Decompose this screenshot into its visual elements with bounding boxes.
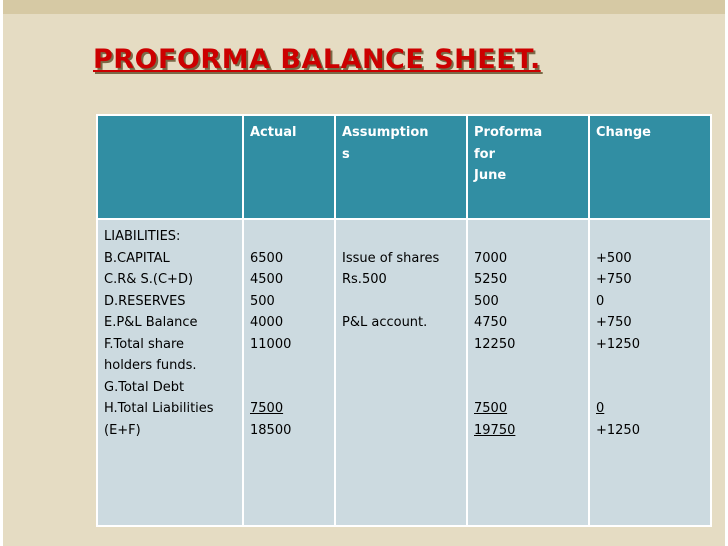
- header-assumptions: [335, 115, 467, 219]
- actual-cell: 18500: [250, 422, 292, 438]
- change-cell: +1250: [596, 422, 640, 438]
- label-cell: H.Total Liabilities: [104, 401, 214, 416]
- change-cell: +750: [596, 272, 632, 287]
- change-cell: +750: [596, 315, 632, 330]
- change-column: [589, 219, 711, 526]
- proforma-cell: 12250: [474, 336, 516, 352]
- table-header-row: [97, 115, 711, 219]
- actual-cell: 4000: [250, 315, 284, 330]
- assumption-cell: [342, 377, 460, 399]
- change-cell: [596, 355, 704, 377]
- assumption-cell: [342, 355, 460, 377]
- label-cell: F.Total share: [104, 336, 185, 352]
- table-row: [97, 219, 711, 526]
- assumption-cell: Rs.500: [342, 272, 387, 287]
- header-proforma-line: for: [474, 146, 495, 162]
- proforma-cell: 7500: [474, 401, 508, 416]
- assumption-cell: [342, 291, 460, 313]
- actual-column: [243, 219, 335, 526]
- actual-cell: [250, 226, 328, 248]
- header-proforma-line: Proforma: [474, 125, 543, 140]
- proforma-column: [467, 219, 589, 526]
- page-title: PROFORMA BALANCE SHEET.: [93, 44, 541, 75]
- assumption-cell: Issue of shares: [342, 250, 440, 266]
- label-cell: LIABILITIES:: [104, 229, 181, 244]
- proforma-cell: 7000: [474, 250, 508, 266]
- change-cell: +1250: [596, 336, 640, 352]
- assumption-cell: [342, 334, 460, 356]
- actual-cell: [250, 355, 328, 377]
- header-assumptions-line: s: [342, 146, 350, 162]
- header-assumptions-line: Assumption: [342, 125, 429, 140]
- proforma-cell: [474, 226, 582, 248]
- change-cell: [596, 226, 704, 248]
- assumption-cell: [342, 398, 460, 420]
- assumption-cell: P&L account.: [342, 315, 428, 330]
- proforma-cell: 5250: [474, 272, 508, 287]
- change-cell: 0: [596, 293, 605, 309]
- change-cell: +500: [596, 250, 632, 266]
- proforma-cell: 500: [474, 293, 499, 309]
- label-cell: holders funds.: [104, 358, 197, 373]
- proforma-cell: [474, 355, 582, 377]
- header-actual: Actual: [243, 115, 335, 219]
- actual-cell: 4500: [250, 272, 284, 287]
- label-cell: C.R& S.(C+D): [104, 272, 194, 287]
- actual-cell: 500: [250, 293, 275, 309]
- label-cell: D.RESERVES: [104, 293, 186, 309]
- assumption-cell: [342, 226, 460, 248]
- header-blank: [97, 115, 243, 219]
- header-proforma-line: June: [474, 168, 507, 183]
- liabilities-label-column: [97, 219, 243, 526]
- assumptions-column: [335, 219, 467, 526]
- change-cell: [596, 377, 704, 399]
- label-cell: B.CAPITAL: [104, 250, 170, 266]
- actual-cell: 6500: [250, 250, 284, 266]
- header-change: Change: [589, 115, 711, 219]
- proforma-cell: 4750: [474, 315, 508, 330]
- assumption-cell: [342, 420, 460, 442]
- label-cell: E.P&L Balance: [104, 315, 198, 330]
- header-proforma: [467, 115, 589, 219]
- label-cell: (E+F): [104, 422, 141, 438]
- actual-cell: 11000: [250, 336, 292, 352]
- change-cell: 0: [596, 401, 605, 416]
- balance-sheet-table: [96, 114, 712, 527]
- proforma-cell: [474, 377, 582, 399]
- actual-cell: [250, 377, 328, 399]
- top-band: [3, 0, 725, 14]
- label-cell: G.Total Debt: [104, 379, 185, 395]
- proforma-cell: 19750: [474, 422, 516, 438]
- actual-cell: 7500: [250, 401, 284, 416]
